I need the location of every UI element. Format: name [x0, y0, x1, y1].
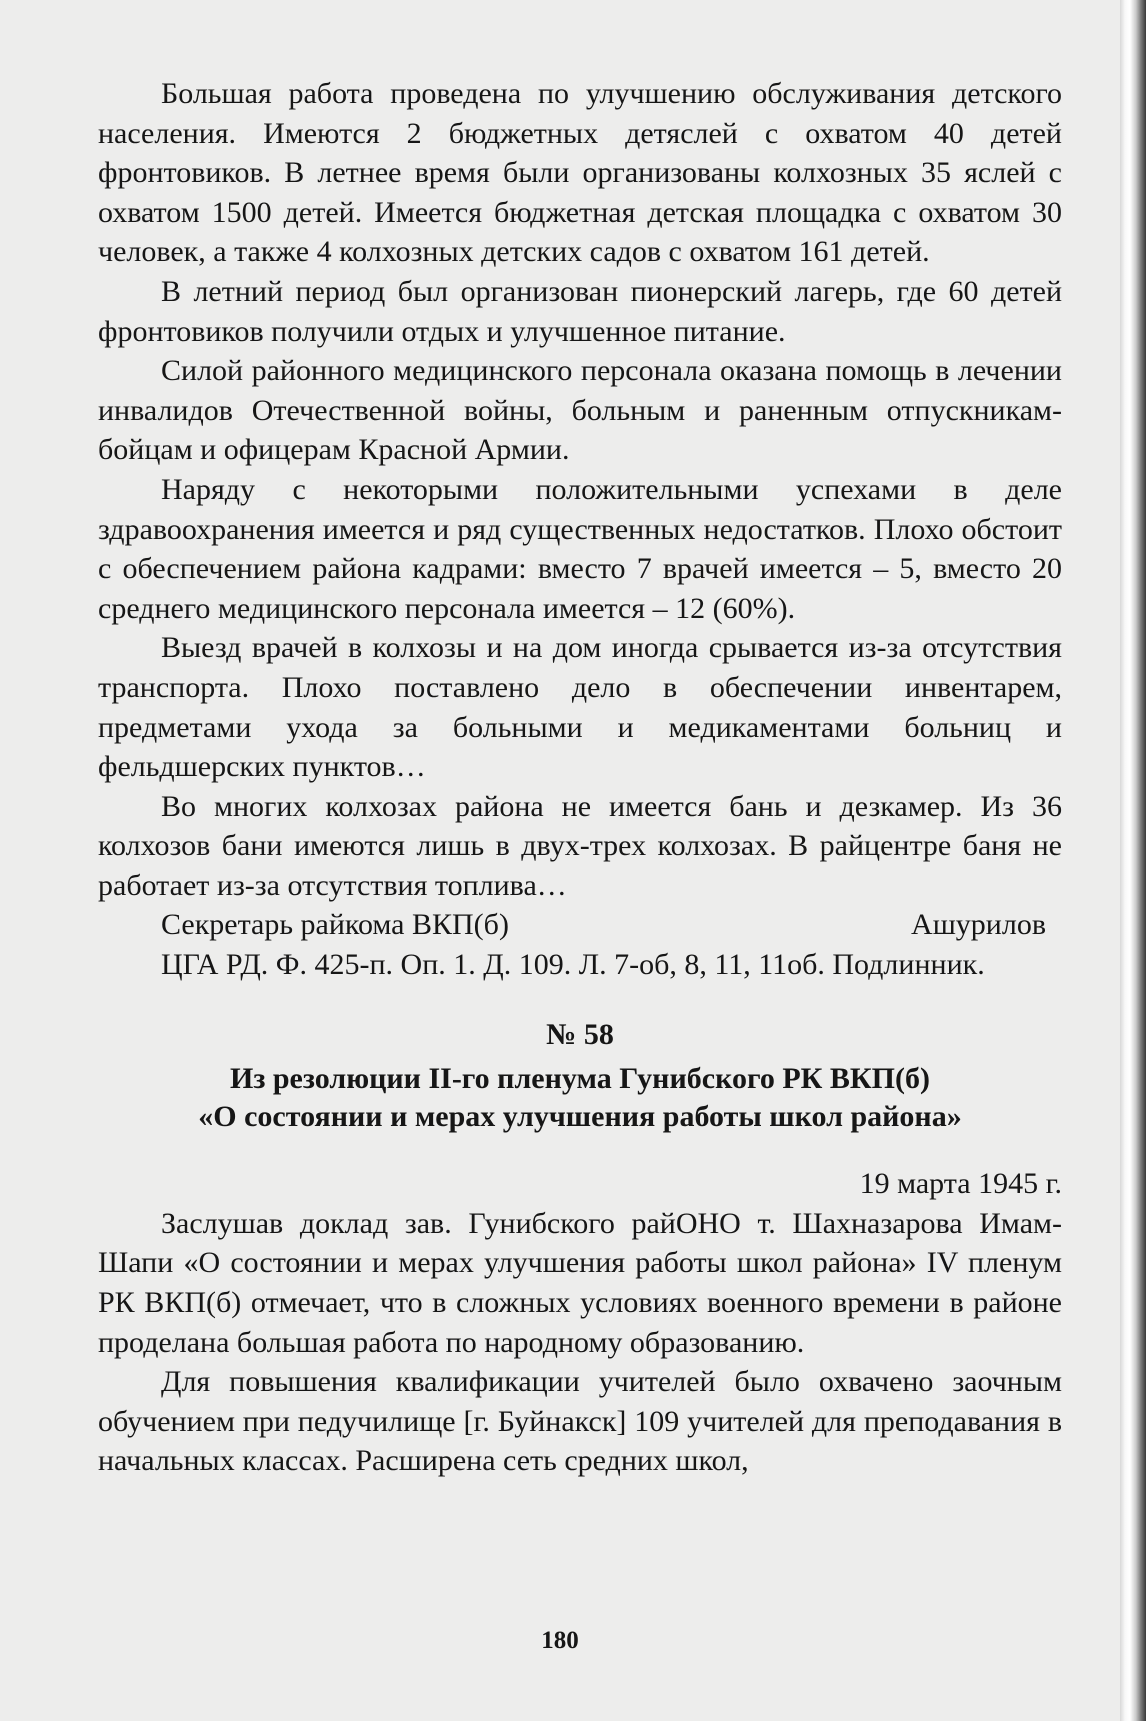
paragraph-teachers: Для повышения квалификации учителей было охвачено заочным обучением при педучилище [г. Буйнакск] 109 учителей для преподавания в начальных классах. Расширена сеть средних школ, [98, 1365, 1062, 1478]
paragraph-medical-help: Силой районного медицинского персонала оказана помощь в лечении инвалидов Отечественной войны, больным и раненным отпускникам-бойцам и офицерам Красной Армии. [98, 354, 1062, 467]
document-date: 19 марта 1945 г. [859, 1167, 1062, 1201]
signature-name: Ашурилов [911, 908, 1046, 942]
document-number: № 58 [546, 1017, 614, 1051]
paragraph-children-services: Большая работа проведена по улучшению обслуживания детского населения. Имеются 2 бюджетных детяслей с охватом 40 детей фронтовиков. В летнее время были организованы колхозных 35 яслей с охватом 1500 детей. Имеется бюджетная детская площадка с охватом 30 человек, а также 4 колхозных детских садов с охватом 161 детей. [98, 77, 1062, 269]
page-text-block [98, 74, 1062, 1481]
signature-position: Секретарь райкома ВКП(б) [161, 908, 509, 942]
document-title [98, 1060, 1062, 1136]
archive-source: ЦГА РД. Ф. 425-п. Оп. 1. Д. 109. Л. 7-об, 8, 11, 11об. Подлинник. [161, 948, 985, 982]
paragraph-pioneer-camp: В летний период был организован пионерский лагерь, где 60 детей фронтовиков получили отдых и улучшенное питание. [98, 274, 1062, 348]
page-number: 180 [541, 1627, 579, 1654]
book-edge [1120, 0, 1146, 1721]
paragraph-shortcomings: Наряду с некоторыми положительными успехами в деле здравоохранения имеется и ряд существенных недостатков. Плохо обстоит с обеспечением района кадрами: вместо 7 врачей имеется – 5, вместо 20 среднего медицинского персонала имеется – 12 (60%). [98, 472, 1062, 625]
signature-line [98, 905, 1062, 945]
paragraph-baths: Во многих колхозах района не имеется бань и дезкамер. Из 36 колхозов бани имеются лишь в двух-трех колхозах. В райцентре баня не работает из-за отсутствия топлива… [98, 789, 1062, 902]
paragraph-transport: Выезд врачей в колхозы и на дом иногда срывается из-за отсутствия транспорта. Плохо поставлено дело в обеспечении инвентарем, предметами ухода за больными и медикаментами больниц и фельдшерских пунктов… [98, 631, 1062, 784]
document-title-line-1: Из резолюции II-го пленума Гунибского РК ВКП(б) [229, 1062, 930, 1096]
document-title-line-2: «О состоянии и мерах улучшения работы школ района» [198, 1100, 962, 1134]
paragraph-resolution: Заслушав доклад зав. Гунибского райОНО т. Шахназарова Имам-Шапи «О состоянии и мерах улучшения работы школ района» IV пленум РК ВКП(б) отмечает, что в сложных условиях военного времени в районе проделана большая работа по народному образованию. [98, 1206, 1062, 1359]
